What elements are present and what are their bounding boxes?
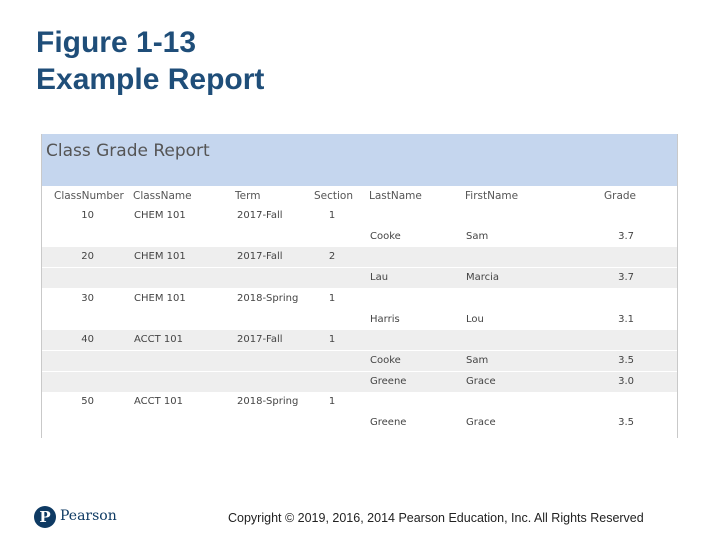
col-header-classname: ClassName <box>133 190 192 202</box>
col-header-term: Term <box>235 190 261 202</box>
cell-classname: ACCT 101 <box>134 396 184 408</box>
cell-term: 2017-Fall <box>237 210 283 221</box>
cell-lastname: Lau <box>370 272 389 284</box>
cell-term: 2018-Spring <box>237 292 299 304</box>
cell-firstname: Marcia <box>466 272 500 284</box>
pearson-logo <box>34 506 124 530</box>
copyright-notice: Copyright © 2019, 2016, 2014 Pearson Education, Inc. All Rights Reserved <box>228 511 644 525</box>
cell-section: 2 <box>328 251 336 263</box>
cell-firstname: Sam <box>466 230 489 242</box>
slide-title <box>36 24 264 98</box>
cell-classname: CHEM 101 <box>134 210 186 221</box>
table-row <box>42 392 677 412</box>
cell-section: 1 <box>328 334 336 346</box>
class-grade-report <box>41 134 678 438</box>
col-header-lastname: LastName <box>369 190 422 202</box>
cell-grade: 3.5 <box>618 417 634 428</box>
cell-grade: 3.5 <box>618 354 634 366</box>
pearson-logo-icon: P <box>34 506 56 528</box>
cell-lastname: Greene <box>370 417 407 428</box>
cell-firstname: Sam <box>466 354 489 366</box>
cell-section: 1 <box>328 396 336 408</box>
table-row <box>42 206 677 226</box>
cell-classnumber: 10 <box>81 210 94 221</box>
cell-firstname: Lou <box>466 313 484 325</box>
cell-lastname: Greene <box>370 375 407 387</box>
cell-grade: 3.7 <box>618 272 634 284</box>
cell-section: 1 <box>328 210 336 221</box>
cell-term: 2018-Spring <box>237 396 299 408</box>
cell-classname: CHEM 101 <box>134 292 186 304</box>
cell-classname: CHEM 101 <box>134 251 186 263</box>
col-header-firstname: FirstName <box>465 190 519 202</box>
cell-classnumber: 50 <box>81 396 94 408</box>
col-header-grade: Grade <box>604 190 637 202</box>
pearson-logo-wordmark: Pearson <box>60 508 117 524</box>
cell-classnumber: 20 <box>81 251 94 263</box>
title-line-2: Example Report <box>36 63 265 96</box>
col-header-classnumber: ClassNumber <box>54 190 124 202</box>
table-row <box>42 227 677 247</box>
cell-term: 2017-Fall <box>237 334 283 346</box>
cell-lastname: Cooke <box>370 230 401 242</box>
table-row <box>42 268 677 288</box>
cell-classname: ACCT 101 <box>134 334 184 346</box>
cell-classnumber: 30 <box>81 292 94 304</box>
column-header-row <box>42 186 677 206</box>
cell-grade: 3.7 <box>618 230 634 242</box>
table-row <box>42 310 677 330</box>
title-line-1: Figure 1-13 <box>36 26 197 59</box>
table-row <box>42 289 677 309</box>
cell-lastname: Harris <box>370 313 400 325</box>
table-row <box>42 351 677 371</box>
cell-firstname: Grace <box>466 417 496 428</box>
cell-section: 1 <box>328 292 336 304</box>
table-row <box>42 372 677 392</box>
cell-grade: 3.1 <box>618 313 634 325</box>
table-row <box>42 247 677 267</box>
cell-grade: 3.0 <box>618 375 634 387</box>
cell-lastname: Cooke <box>370 354 401 366</box>
report-title: Class Grade Report <box>46 141 210 161</box>
cell-firstname: Grace <box>466 375 496 387</box>
table-row <box>42 330 677 350</box>
table-row <box>42 413 677 433</box>
col-header-section: Section <box>314 190 354 202</box>
cell-classnumber: 40 <box>81 334 94 346</box>
cell-term: 2017-Fall <box>237 251 283 263</box>
